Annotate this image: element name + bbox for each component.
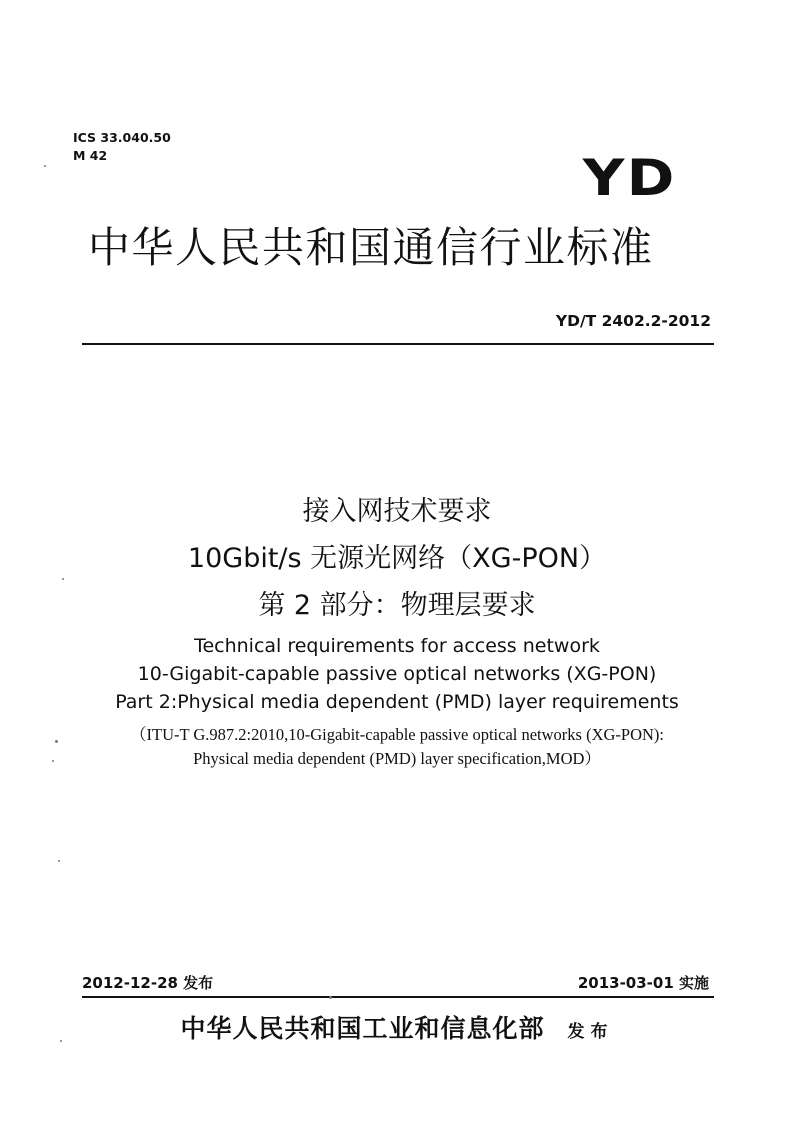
scan-speck: [58, 860, 60, 862]
ics-code-block: [73, 129, 171, 165]
english-title-line-3: Part 2:Physical media dependent (PMD) layer requirements: [115, 691, 679, 713]
reference-line-2: Physical media dependent (PMD) layer specification,MOD）: [193, 749, 601, 768]
english-title-line-1: Technical requirements for access network: [194, 635, 600, 657]
scan-speck: [52, 760, 54, 762]
scan-speck: [62, 578, 64, 580]
scan-speck: [329, 996, 332, 999]
publisher-line: [0, 1012, 794, 1049]
scan-speck: [44, 165, 46, 167]
english-title-line-2: 10-Gigabit-capable passive optical networks (XG-PON): [137, 663, 657, 685]
reference-line-1: （ITU-T G.987.2:2010,10-Gigabit-capable passive optical networks (XG-PON):: [130, 725, 664, 744]
classification-code: M 42: [73, 148, 108, 163]
chinese-title-block: [0, 488, 794, 629]
english-title-block: [0, 632, 794, 716]
scan-speck: [55, 740, 58, 743]
issue-date: 2012-12-28 发布: [82, 974, 214, 992]
standard-category-title: 中华人民共和国通信行业标准: [88, 223, 654, 272]
ics-code: ICS 33.040.50: [73, 130, 171, 145]
scan-speck: [60, 1040, 62, 1042]
footer-divider: [82, 996, 714, 998]
chinese-title-line-3: 第 2 部分：物理层要求: [258, 590, 536, 621]
header-divider: [82, 343, 714, 345]
publisher-name: 中华人民共和国工业和信息化部: [180, 1014, 545, 1043]
chinese-title-line-1: 接入网技术要求: [302, 496, 492, 527]
standard-number: YD/T 2402.2-2012: [555, 312, 711, 330]
publisher-suffix: 发布: [567, 1022, 614, 1042]
yd-logo: YD: [583, 149, 677, 207]
reference-standard-block: [0, 723, 794, 771]
chinese-title-line-2: 10Gbit/s 无源光网络（XG-PON）: [187, 543, 607, 574]
effective-date: 2013-03-01 实施: [577, 974, 709, 992]
